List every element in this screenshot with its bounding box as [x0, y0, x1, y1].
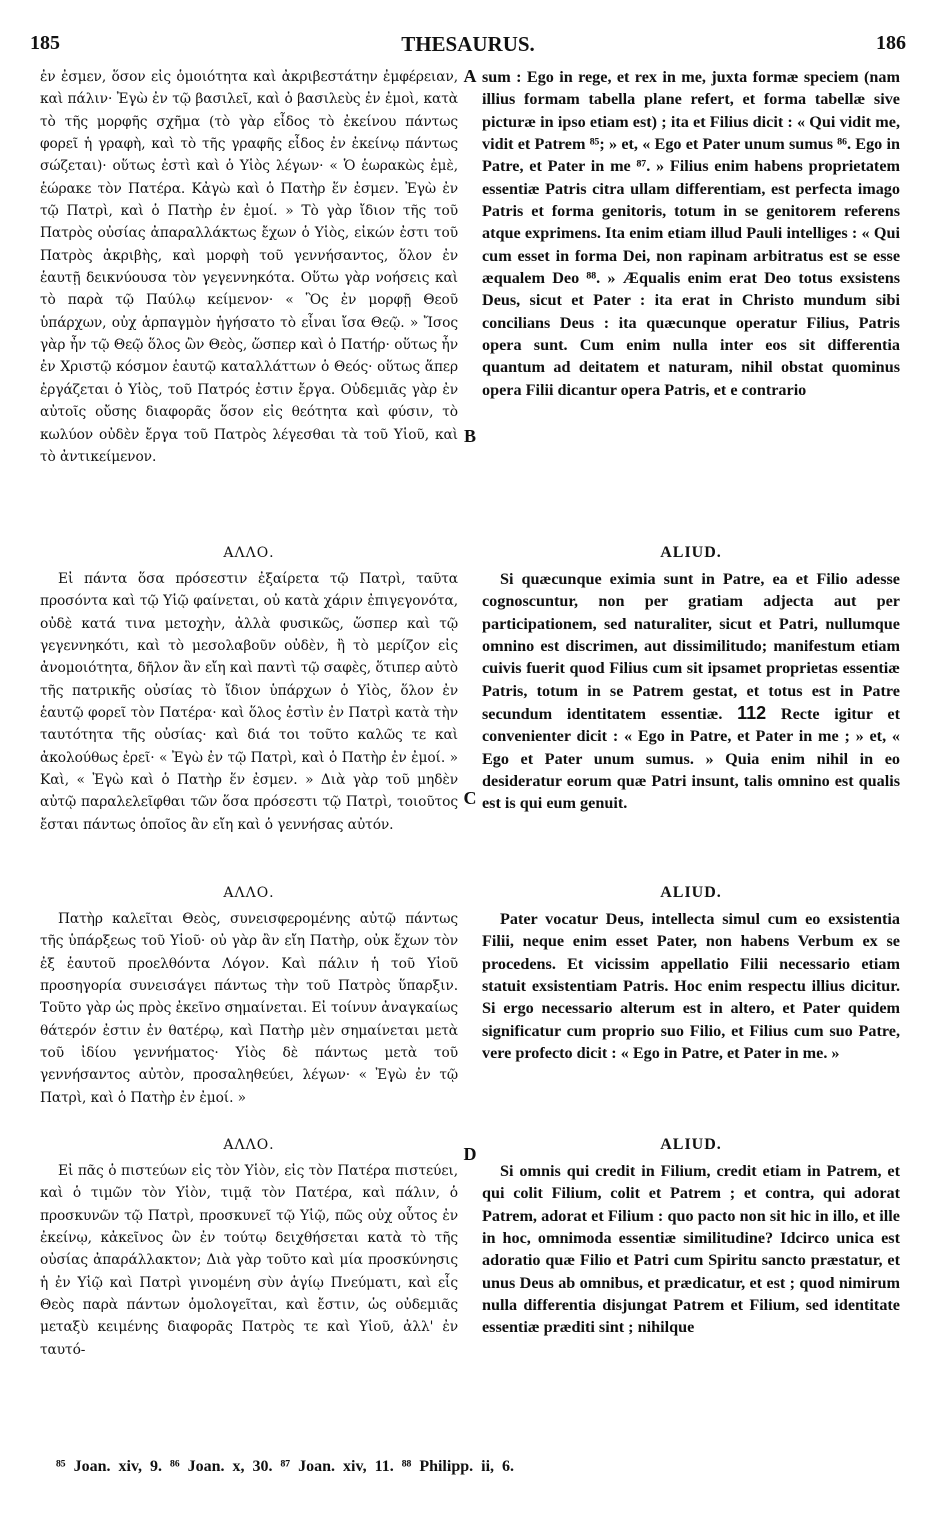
latin-paragraph-3: Pater vocatur Deus, intellecta simul cum eo exsistentia Filii, neque enim esset Pater, non habens Verbum ex se procedens. Et vicissim appellatio Filii necessario etiam statuit exsistentiam Patris. Hoc enim respectu illius dicitur. Si ergo necessario alterum est in altero, et Pater quidem significatur cum proprio suo Filio, et Filius cum suo Patre, vere profecto dicit : « Ego in Patre, et Pater in me. »	[482, 910, 900, 1063]
greek-paragraph-3: Πατὴρ καλεῖται Θεὸς, συνεισφερομένης αὐτῷ πάντως τῆς ὑπάρξεως τοῦ Υἱοῦ· οὐ γὰρ ἂν εἴη Πατὴρ, οὐκ ἔχων τὸν ἐξ ἑαυτοῦ προελθόντα Λόγον. Καὶ πάλιν ἡ τοῦ Υἱοῦ προσηγορία συνεισάγει πάντως τὴν τοῦ Πατρὸς ὕπαρξιν. Τοῦτο γὰρ ὡς πρὸς ἐκεῖνο σημαίνεται. Εἰ τοίνυν ἀναγκαίως θάτερόν ἐστιν ἐν θατέρῳ, καὶ Πατὴρ μὲν σημαίνεται μετὰ τοῦ ἰδίου γεννήματος· Υἱὸς δὲ πάντως μετὰ τοῦ γεννήσαντος αὐτὸν, προσαληθεύει, λέγων· « Ἐγὼ ἐν τῷ Πατρὶ, καὶ ὁ Πατὴρ ἐν ἐμοί. »	[40, 911, 458, 1106]
margin-letter-b: B	[463, 426, 476, 446]
footnotes: ⁸⁵ Joan. xiv, 9. ⁸⁶ Joan. x, 30. ⁸⁷ Joan. xiv, 11. ⁸⁸ Philipp. ii, 6.	[56, 1458, 515, 1475]
latin-heading-4: ALIUD.	[660, 1136, 722, 1153]
greek-paragraph-2: Εἰ πάντα ὅσα πρόσεστιν ἐξαίρετα τῷ Πατρὶ, ταῦτα προσόντα καὶ τῷ Υἱῷ φαίνεται, οὐ κατὰ χάριν ἐπιγεγονότα, οὐδὲ κατά τινα μετοχὴν, ἀλλὰ φυσικῶς, ὥσπερ καὶ τῷ γεγεννηκότι, καὶ τὸ μεσολαβοῦν οὐδὲν, ἢ τὸ μερίζον εἰς ἀνομοιότητα, δῆλον ἂν εἴη καὶ παντὶ τῷ σαφὲς, ὅτιπερ αὐτὸ τῆς πατρικῆς οὐσίας τὸ ἴδιον ὑπάρχων ὁ Υἱὸς, ὅλον ἐν ἑαυτῷ φορεῖ τὸν Πατέρα· καὶ ὅλος ἐστὶν ἐν Πατρὶ κατὰ τὴν ταυτότητα τῆς οὐσίας· καὶ διά τοι τοῦτο καλῶς τε καὶ ἀκολούθως ἐρεῖ· « Ἐγὼ ἐν τῷ Πατρὶ, καὶ ὁ Πατὴρ ἐν ἐμοί. » Καὶ, « Ἐγὼ καὶ ὁ Πατὴρ ἕν ἐσμεν. » Διὰ γὰρ τοῦ μηδὲν αὐτῷ παραλελεῖφθαι τῶν ὅσα πρόσεστι τῷ Πατρὶ, τοιοῦτος ἔσται πάντως ὁποῖος ἂν εἴη καὶ ὁ γεννήσας αὐτόν.	[40, 571, 458, 833]
latin-heading-2: ALIUD.	[660, 544, 722, 561]
latin-paragraph-2	[482, 568, 900, 878]
greek-column	[40, 66, 458, 1386]
latin-paragraph-1: sum : Ego in rege, et rex in me, juxta formæ speciem (nam illius formam tabella plane refert, et forma tabellæ sive picturæ in ipso etiam est) ; ita et Filius dicit : « Qui vidit me, vidit et Patrem ⁸⁵; » et, « Ego et Pater unum sumus ⁸⁶. Ego in Patre, et Pater in me ⁸⁷. » Filius enim habens proprietatem essentiæ Patris citra ullam differentiam, est perfecta imago Patris et forma genitoris, totum in se genitorem referens atque exprimens. Ita enim etiam illud Pauli intelliges : « Qui cum esset in forma Dei, non rapinam arbitratus est se esse æqualem Deo ⁸⁸. » Æqualis enim erat Deo totus exsistens Deus, sicut et Pater : ita erat in Christo mundum sibi concilians Deus : ita quæcunque operatur Filius, Patris opera sunt. Cum enim nulla inter eos sit differentia quantum ad deitatem et naturam, nihil obstat quominus opera Filii dicantur opera Patris, et e contrario	[482, 68, 900, 399]
greek-heading-4: ΑΛΛΟ.	[223, 1137, 275, 1153]
margin-letter-d: D	[463, 1144, 477, 1164]
margin-letter-c: C	[463, 788, 477, 808]
page-marker: 112	[737, 703, 767, 724]
greek-heading-2: ΑΛΛΟ.	[223, 545, 275, 561]
latin-paragraph-4: Si omnis qui credit in Filium, credit etiam in Patrem, et qui colit Filium, colit et Patrem ; et contra, qui adorat Patrem, adorat et Filium : quo pacto non sit hic in illo, et ille in hoc, omnimoda essentiæ similitudine? Idcirco unica est adoratio quæ Filio et Patri cum Spiritu sancto præstatur, et unus Deus ab omnibus, et prædicatur, et est ; quod nimirum nulla differentia disjungat Patrem et Filium, sed identitate essentiæ præditi sint ; nihilque	[482, 1162, 900, 1337]
latin-column	[482, 66, 900, 1386]
latin-paragraph-2-part-b: Recte igitur et convenienter dicit : « Ego in Patre, et Pater in me ; » et, « Ego et Pater unum sumus. » Quia enim nihil in eo desideratur eorum quæ Patri insunt, talis omnino est qualis est is qui eum genuit.	[482, 705, 900, 813]
running-title: THESAURUS.	[401, 32, 535, 56]
latin-heading-3: ALIUD.	[660, 884, 722, 901]
page-number-left: 185	[30, 32, 60, 54]
greek-heading-3: ΑΛΛΟ.	[223, 885, 275, 901]
margin-letter-a: A	[463, 66, 477, 86]
greek-paragraph-1: ἐν ἐσμεν, ὅσον εἰς ὁμοιότητα καὶ ἀκριβεστάτην ἐμφέρειαν, καὶ πάλιν· Ἐγὼ ἐν τῷ βασιλεῖ, καὶ ὁ βασιλεὺς ἐν ἐμοὶ, κατὰ τὸ τῆς μορφῆς σχῆμα (τὸ γὰρ εἶδος τὸ ἐκείνου πάντως φορεῖ ἡ γραφὴ, καὶ τὸ τῆς γραφῆς εἶδος ἐν ἐκείνῳ πάντως σώζεται)· οὕτως ἐστὶ καὶ ὁ Υἱὸς λέγων· « Ὁ ἑωρακὼς ἐμὲ, ἑώρακε τὸν Πατέρα. Κἀγὼ καὶ ὁ Πατὴρ ἕν ἐσμεν. Ἐγὼ ἐν τῷ Πατρὶ, καὶ ὁ Πατὴρ ἐν ἐμοί. » Τὸ γὰρ ἴδιον τῆς τοῦ Πατρὸς οὐσίας ἀπαραλλάκτως ἔχων ὁ Υἱὸς, εἰκών ἐστι τοῦ Πατρὸς ἀκριβὴς, καὶ μορφὴ τοῦ γεννήσαντος, ὅλον ἐν ἑαυτῇ δεικνύουσα τὸν γεγεννηκότα. Οὕτω γὰρ νοήσεις καὶ τὸ παρὰ τῷ Παύλῳ κείμενον· « Ὃς ἐν μορφῇ Θεοῦ ὑπάρχων, οὐχ ἁρπαγμὸν ἡγήσατο τὸ εἶναι ἴσα Θεῷ. » Ἴσος γὰρ ἦν τῷ Θεῷ ὅλος ὢν Θεὸς, ὥσπερ καὶ ὁ Πατήρ· οὕτως ἦν ἐν Χριστῷ κόσμον ἑαυτῷ καταλλάττων ὁ Θεός· οὕτως ἅπερ ἐργάζεται ὁ Υἱὸς, τοῦ Πατρός ἐστιν ἔργα. Οὐδεμιᾶς γὰρ ἐν αὐτοῖς οὔσης διαφορᾶς ὅσον εἰς θεότητα καὶ φύσιν, τὸ κωλύον οὐδὲν ἔργα τοῦ Πατρὸς λέγεσθαι τὰ τοῦ Υἱοῦ, καὶ τὸ ἀντικείμενον.	[40, 69, 458, 465]
latin-paragraph-2-part-a: Si quæcunque eximia sunt in Patre, ea et Filio adesse cognoscuntur, non per gratiam adjecta aut per participationem, sed naturaliter, sicut et Patri, nullumque omnino est discrimen, aut dissimilitudo; manifestum etiam cuivis fuerit quod Filius cum sit ipsamet proprietas essentiæ Patris, totum in se Patrem gestat, et totus est in Patre secundum identitatem essentiæ.	[482, 570, 900, 724]
page-number-right: 186	[876, 32, 906, 54]
greek-paragraph-4: Εἰ πᾶς ὁ πιστεύων εἰς τὸν Υἱὸν, εἰς τὸν Πατέρα πιστεύει, καὶ ὁ τιμῶν τὸν Υἱὸν, τιμᾷ τὸν Πατέρα, καὶ πάλιν, ὁ προσκυνῶν τῷ Πατρὶ, προσκυνεῖ τῷ Υἱῷ, πῶς οὐχ οὗτος ἐν ἐκείνῳ, κἀκεῖνος ὢν ἐν τούτῳ δειχθήσεται κατὰ τὸ τῆς οὐσίας ἀπαράλλακτον; Διὰ γὰρ τοῦτο καὶ μία προσκύνησις ἡ ἐν Υἱῷ καὶ Πατρὶ γινομένη σὺν ἁγίῳ Πνεύματι, καὶ εἷς Θεὸς παρὰ πάντων ὁμολογεῖται, καὶ ἔστιν, ὡς οὐδεμιᾶς μεταξὺ κειμένης διαφορᾶς Πατρὸς τε καὶ Υἱοῦ, ἀλλ' ἐν ταυτό-	[40, 1163, 458, 1358]
page-header	[30, 32, 906, 56]
